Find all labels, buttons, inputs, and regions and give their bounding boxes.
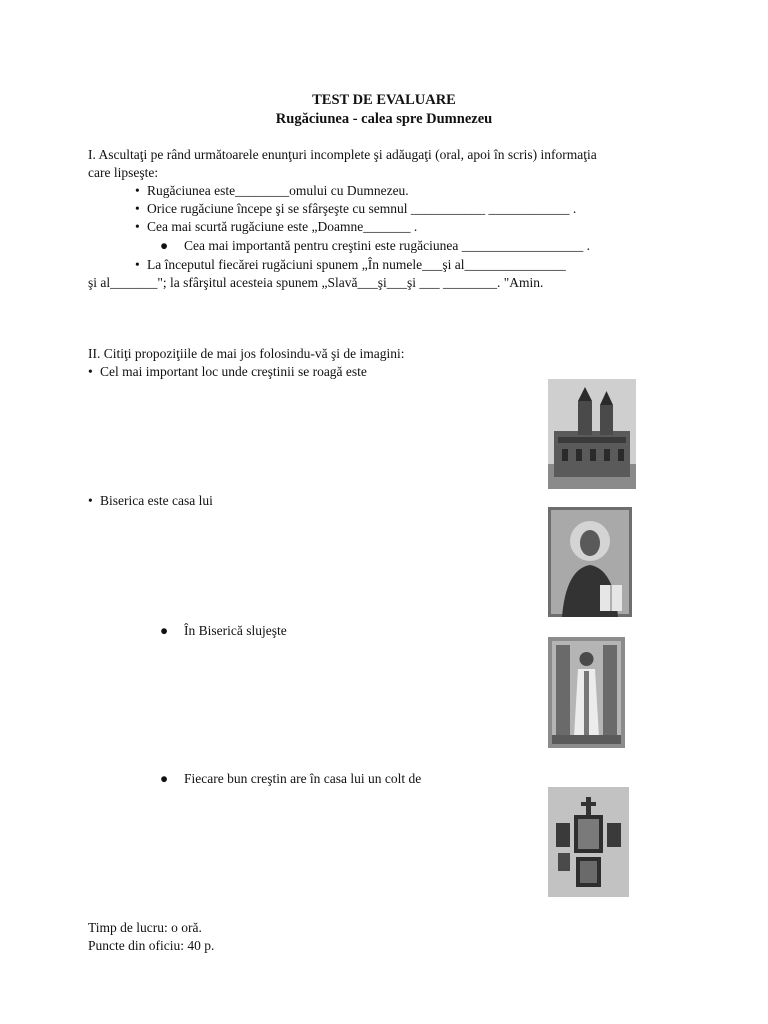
church-image: [548, 379, 636, 489]
bullet-icon: ●: [160, 623, 169, 638]
section1-item: • La începutul fiecărei rugăciuni spunem „În numele___şi al_______________: [135, 257, 566, 272]
page-subtitle: Rugăciunea - calea spre Dumnezeu: [275, 111, 493, 127]
church-icon: [548, 379, 636, 489]
icon-corner-icon: [548, 787, 629, 897]
bullet-icon: •: [135, 257, 140, 272]
footer-time: Timp de lucru: o oră.: [88, 920, 202, 935]
christ-icon-image: [548, 507, 632, 617]
bullet-icon: •: [135, 183, 140, 198]
bullet-icon: ●: [160, 771, 169, 786]
section1-intro-line2: care lipseşte:: [88, 165, 159, 180]
section1-item: • Cea mai scurtă rugăciune este „Doamne_______ .: [135, 219, 418, 234]
christ-icon: [548, 507, 632, 617]
priest-icon: [548, 637, 625, 748]
footer-points: Puncte din oficiu: 40 p.: [88, 938, 215, 953]
page-title: TEST DE EVALUARE: [312, 92, 456, 108]
bullet-icon: •: [135, 219, 140, 234]
section1-item: ● Cea mai importantă pentru creştini este rugăciunea __________________ .: [160, 238, 591, 253]
icon-corner-image: [548, 787, 629, 897]
section2-item: • Cel mai important loc unde creştinii se roagă este: [88, 364, 367, 379]
section1-item: • Rugăciunea este________omului cu Dumnezeu.: [135, 183, 409, 198]
section2-item: ● Fiecare bun creştin are în casa lui un colt de: [160, 771, 422, 786]
section1-intro-line1: I. Ascultaţi pe rând următoarele enunţuri incomplete şi adăugaţi (oral, apoi în scris) informaţia: [88, 147, 597, 162]
priest-image: [548, 637, 625, 748]
section2-item: • Biserica este casa lui: [88, 493, 213, 508]
section2-item: ● În Biserică slujeşte: [160, 623, 287, 638]
bullet-icon: •: [88, 364, 93, 379]
section2-intro: II. Citiţi propoziţiile de mai jos folosindu-vă şi de imagini:: [88, 346, 405, 361]
bullet-icon: ●: [160, 238, 169, 253]
bullet-icon: •: [88, 493, 93, 508]
bullet-icon: •: [135, 201, 140, 216]
section1-continuation: şi al_______"; la sfârşitul acesteia spunem „Slavă___şi___şi ___ ________. "Amin.: [88, 275, 544, 290]
section1-item: • Orice rugăciune începe şi se sfârşeşte cu semnul ___________ ____________ .: [135, 201, 577, 216]
